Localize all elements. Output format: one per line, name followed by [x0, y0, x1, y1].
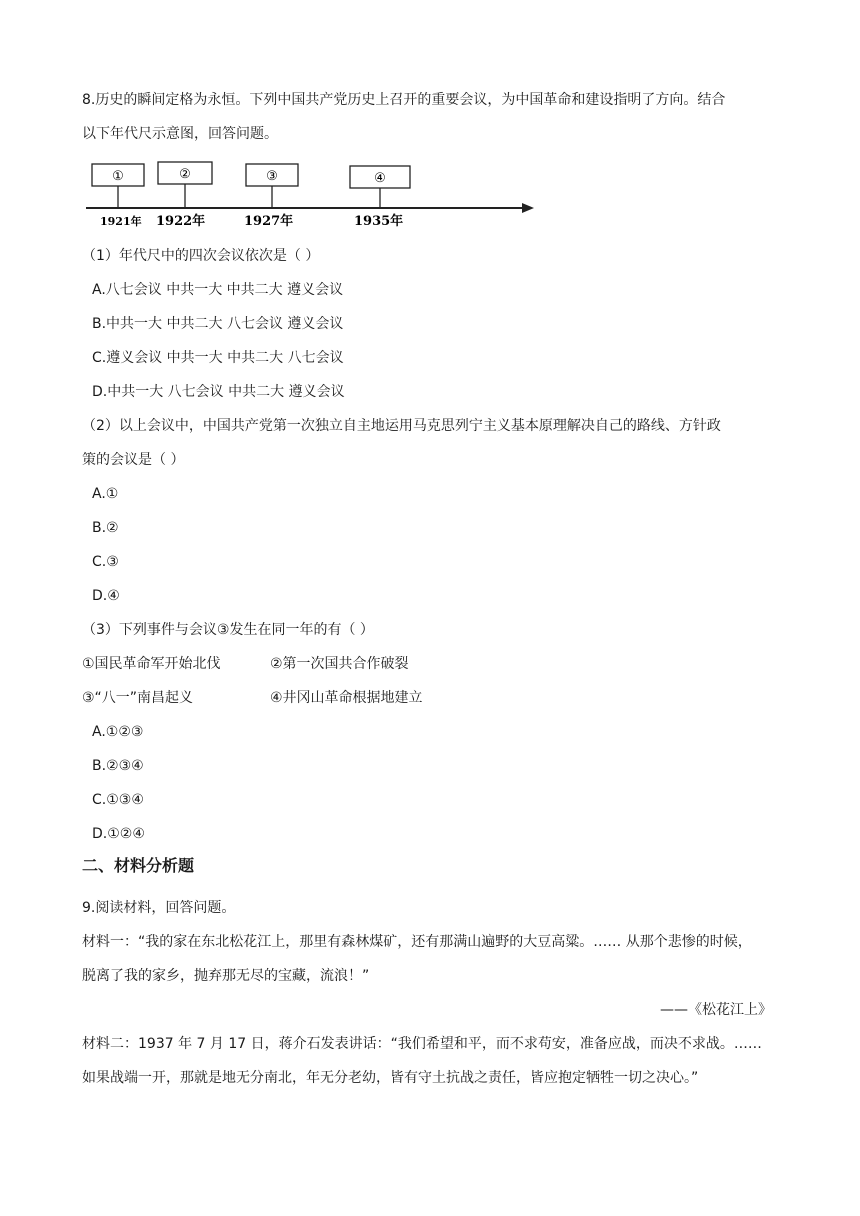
q9-material1-source: ——《松花江上》 [660, 1002, 772, 1018]
q8-sub2-option-b[interactable]: B.② [92, 520, 119, 536]
svg-text:①: ① [112, 169, 124, 184]
q9-material2-line1: 材料二：1937 年 7 月 17 日，蒋介石发表讲话：“我们希望和平，而不求苟安，准备应战，而决不求战。…… [82, 1036, 762, 1052]
event-2: ②第一次国共合作破裂 [270, 656, 409, 672]
svg-text:③: ③ [266, 169, 278, 184]
q8-sub3-option-a[interactable]: A.①②③ [92, 724, 144, 740]
timeline-year-1921: 1921年 [100, 215, 142, 228]
q8-sub3-events-row2 [82, 688, 423, 708]
timeline-figure [82, 156, 542, 232]
timeline-year-1922: 1922年 [156, 214, 206, 229]
q8-sub1-option-a[interactable]: A.八七会议 中共一大 中共二大 遵义会议 [92, 282, 344, 298]
timeline-box-3 [246, 164, 298, 208]
q8-stem-line2: 以下年代尺示意图，回答问题。 [82, 126, 278, 142]
svg-text:④: ④ [374, 171, 386, 186]
q8-sub2-question-line1: （2）以上会议中，中国共产党第一次独立自主地运用马克思列宁主义基本原理解决自己的路线、方针政 [82, 418, 721, 434]
timeline-year-1927: 1927年 [244, 214, 294, 229]
timeline-box-2 [158, 162, 212, 208]
q9-material1-line1: 材料一：“我的家在东北松花江上，那里有森林煤矿，还有那满山遍野的大豆高粱。…… 从那个悲惨的时候， [82, 934, 752, 950]
timeline-arrowhead [522, 203, 534, 213]
section-heading-material-analysis: 二、材料分析题 [82, 856, 195, 875]
q8-sub3-option-c[interactable]: C.①③④ [92, 792, 144, 808]
timeline-box-4 [350, 166, 410, 208]
q8-sub3-question: （3）下列事件与会议③发生在同一年的有（ ） [82, 622, 374, 638]
q8-stem-line1: 8.历史的瞬间定格为永恒。下列中国共产党历史上召开的重要会议，为中国革命和建设指明了方向。结合 [82, 92, 726, 108]
q8-sub2-question-line2: 策的会议是（ ） [82, 452, 185, 468]
q8-sub3-option-b[interactable]: B.②③④ [92, 758, 144, 774]
q9-material2-line2: 如果战端一开，那就是地无分南北，年无分老幼，皆有守土抗战之责任，皆应抱定牺牲一切之决心。” [82, 1070, 699, 1086]
q8-sub2-option-c[interactable]: C.③ [92, 554, 119, 570]
timeline-svg [82, 156, 542, 232]
timeline-year-1935: 1935年 [354, 214, 404, 229]
q9-stem: 9.阅读材料，回答问题。 [82, 900, 236, 916]
q8-sub3-option-d[interactable]: D.①②④ [92, 826, 145, 842]
q8-sub2-option-a[interactable]: A.① [92, 486, 119, 502]
q9-material1-line2: 脱离了我的家乡，抛弃那无尽的宝藏，流浪！” [82, 968, 370, 984]
event-3: ③“八一”南昌起义 [82, 690, 194, 706]
event-1: ①国民革命军开始北伐 [82, 656, 221, 672]
q8-sub3-events-row1 [82, 654, 409, 674]
event-4: ④井冈山革命根据地建立 [270, 690, 423, 706]
q8-sub1-option-b[interactable]: B.中共一大 中共二大 八七会议 遵义会议 [92, 316, 344, 332]
timeline-box-1 [92, 164, 144, 208]
q8-sub1-option-d[interactable]: D.中共一大 八七会议 中共二大 遵义会议 [92, 384, 345, 400]
q8-sub1-question: （1）年代尺中的四次会议依次是（ ） [82, 248, 320, 264]
svg-text:②: ② [179, 167, 191, 182]
q8-sub1-option-c[interactable]: C.遵义会议 中共一大 中共二大 八七会议 [92, 350, 344, 366]
q8-sub2-option-d[interactable]: D.④ [92, 588, 120, 604]
